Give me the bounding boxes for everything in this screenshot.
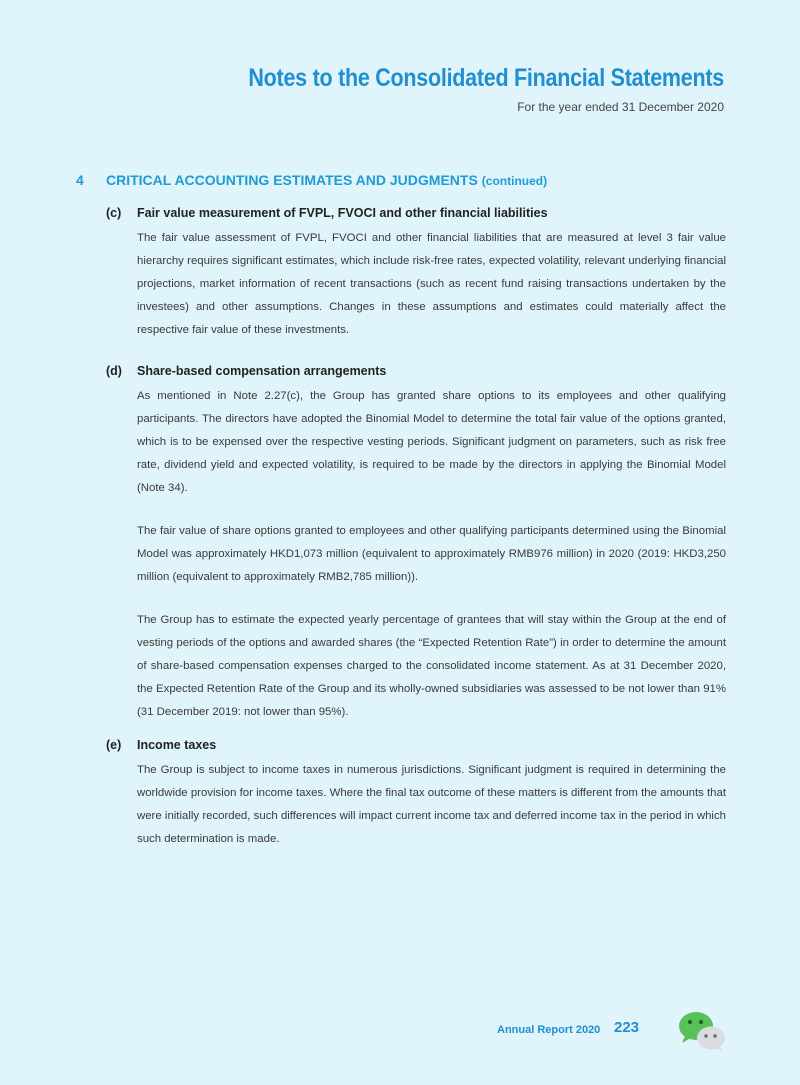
chat-bubbles-logo-icon	[676, 1010, 728, 1052]
subsection-heading	[106, 738, 726, 752]
paragraph: The fair value assessment of FVPL, FVOCI and other financial liabilities that are measured at level 3 fair value hierarchy requires significant estimates, which include risk-free rates, expected volatility, relevant underlying financial projections, market information of recent transactions (such as recent fund raising transactions undertaken by the investees) and other assumptions. Changes in these assumptions and estimates could materially affect the respective fair value of these investments.	[137, 232, 726, 336]
paragraph: The fair value of share options granted to employees and other qualifying participants determined using the Binomial Model was approximately HKD1,073 million (equivalent to approximately RMB976 million) in 2020 (2019: HKD3,250 million (equivalent to approximately RMB2,785 million)).	[137, 525, 726, 583]
footer-label: Annual Report 2020	[497, 1024, 601, 1036]
section-suffix: (continued)	[481, 174, 548, 188]
subsection-letter: (d)	[106, 364, 122, 378]
subsection-title: Share-based compensation arrangements	[137, 364, 387, 378]
subsection-e	[106, 738, 726, 851]
page-number: 223	[614, 1019, 640, 1036]
paragraph: The Group has to estimate the expected yearly percentage of grantees that will stay within the Group at the end of vesting periods of the options and awarded shares (the “Expected Retention Rate”) in order to determine the amount of share-based compensation expenses charged to the consolidated income statement. As at 31 December 2020, the Expected Retention Rate of the Group and its wholly-owned subsidiaries was assessed to be not lower than 91% (31 December 2019: not lower than 95%).	[137, 614, 726, 718]
subsection-heading	[106, 364, 726, 378]
subsection-title: Income taxes	[137, 738, 217, 752]
paragraph: As mentioned in Note 2.27(c), the Group has granted share options to its employees and other qualifying participants. The directors have adopted the Binomial Model to determine the total fair value of the options granted, which is to be expensed over the respective vesting periods. Significant judgment on parameters, such as risk free rate, dividend yield and expected volatility, is required to be made by the directors in applying the Binomial Model (Note 34).	[137, 390, 726, 494]
page-title: Notes to the Consolidated Financial Statements	[248, 64, 724, 92]
page-subtitle: For the year ended 31 December 2020	[517, 100, 724, 114]
subsection-heading	[106, 206, 726, 220]
subsection-d	[106, 364, 726, 724]
section-number: 4	[76, 172, 84, 188]
section-title: CRITICAL ACCOUNTING ESTIMATES AND JUDGMENTS	[106, 172, 478, 188]
subsection-c	[106, 206, 726, 342]
section-heading	[76, 172, 547, 188]
subsection-letter: (c)	[106, 206, 122, 220]
subsection-title: Fair value measurement of FVPL, FVOCI and other financial liabilities	[137, 206, 548, 220]
paragraph: The Group is subject to income taxes in numerous jurisdictions. Significant judgment is required in determining the worldwide provision for income taxes. Where the final tax outcome of these matters is different from the amounts that were initially recorded, such differences will impact current income tax and deferred income tax in the period in which such determination is made.	[137, 764, 726, 845]
grey-bubble	[697, 1027, 725, 1050]
subsection-letter: (e)	[106, 738, 122, 752]
